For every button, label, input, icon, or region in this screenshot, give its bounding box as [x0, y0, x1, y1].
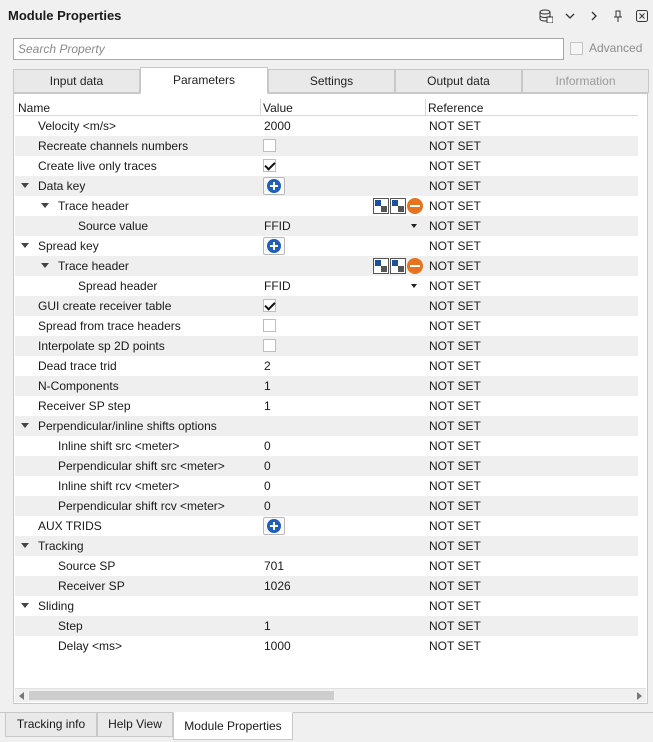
property-row[interactable]	[15, 536, 638, 556]
property-row[interactable]	[15, 216, 638, 236]
property-row[interactable]	[15, 116, 638, 136]
property-reference[interactable]: NOT SET	[429, 459, 481, 473]
property-row[interactable]	[15, 336, 638, 356]
property-reference[interactable]: NOT SET	[429, 559, 481, 573]
property-value[interactable]: 701	[264, 559, 285, 573]
property-reference[interactable]: NOT SET	[429, 419, 481, 433]
expand-arrow-icon[interactable]	[21, 183, 29, 188]
add-item-button[interactable]	[263, 237, 285, 255]
property-reference[interactable]: NOT SET	[429, 359, 481, 373]
property-row[interactable]	[15, 596, 638, 616]
property-name: Step	[58, 619, 83, 633]
property-name: Data key	[38, 179, 86, 193]
property-checkbox[interactable]	[263, 139, 276, 152]
close-icon[interactable]	[635, 8, 649, 24]
property-name: Perpendicular/inline shifts options	[38, 419, 217, 433]
property-row[interactable]	[15, 576, 638, 596]
plus-circle-icon	[267, 179, 281, 193]
property-name: Perpendicular shift rcv <meter>	[58, 499, 225, 513]
property-row[interactable]	[15, 196, 638, 216]
search-box[interactable]	[13, 38, 564, 60]
advanced-label: Advanced	[589, 41, 643, 55]
chevron-down-icon[interactable]	[563, 8, 577, 24]
expand-arrow-icon[interactable]	[21, 603, 29, 608]
title-bar	[0, 0, 653, 32]
property-name: Source value	[78, 219, 149, 233]
scroll-right-icon[interactable]	[637, 692, 642, 700]
property-row[interactable]	[15, 516, 638, 536]
add-item-button[interactable]	[263, 177, 285, 195]
property-row[interactable]	[15, 256, 638, 276]
dropdown-arrow-icon[interactable]	[411, 284, 417, 288]
property-row[interactable]	[15, 136, 638, 156]
plus-circle-icon	[267, 519, 281, 533]
property-name: AUX TRIDS	[38, 519, 102, 533]
tab-tracking-info[interactable]: Tracking info	[5, 713, 97, 737]
property-value[interactable]: 0	[264, 439, 271, 453]
property-name: Spread from trace headers	[38, 319, 181, 333]
property-name: Receiver SP	[58, 579, 125, 593]
property-name: Velocity <m/s>	[38, 119, 117, 133]
property-value[interactable]: 1	[264, 379, 271, 393]
parameters-panel	[13, 93, 648, 704]
property-value[interactable]: 1000	[264, 639, 291, 653]
scroll-thumb[interactable]	[29, 691, 334, 700]
column-reference-header[interactable]: Reference	[428, 101, 484, 115]
property-name: Inline shift rcv <meter>	[58, 479, 180, 493]
property-name: N-Components	[38, 379, 119, 393]
tab-help-view[interactable]: Help View	[97, 713, 173, 737]
property-value[interactable]: 0	[264, 499, 271, 513]
advanced-checkbox[interactable]	[570, 42, 583, 55]
advanced-toggle[interactable]	[570, 41, 642, 55]
property-row[interactable]	[15, 436, 638, 456]
pin-icon[interactable]	[611, 8, 625, 24]
property-reference[interactable]: NOT SET	[429, 259, 481, 273]
property-name: Interpolate sp 2D points	[38, 339, 165, 353]
expand-arrow-icon[interactable]	[41, 203, 49, 208]
property-reference[interactable]: NOT SET	[429, 439, 481, 453]
expand-arrow-icon[interactable]	[21, 243, 29, 248]
property-name: GUI create receiver table	[38, 299, 172, 313]
property-tabs	[13, 67, 640, 93]
column-separator[interactable]	[425, 99, 426, 115]
property-row[interactable]	[15, 556, 638, 576]
property-reference[interactable]: NOT SET	[429, 619, 481, 633]
property-reference[interactable]: NOT SET	[429, 299, 481, 313]
grid-header	[15, 99, 638, 116]
title-bar-icons	[539, 6, 649, 26]
chevron-right-icon[interactable]	[587, 8, 601, 24]
property-name: Dead trace trid	[38, 359, 117, 373]
property-reference[interactable]: NOT SET	[429, 539, 481, 553]
scroll-left-icon[interactable]	[19, 692, 24, 700]
property-row[interactable]	[15, 616, 638, 636]
remove-icon[interactable]	[407, 258, 423, 274]
property-row[interactable]	[15, 396, 638, 416]
property-name: Receiver SP step	[38, 399, 131, 413]
expand-arrow-icon[interactable]	[21, 423, 29, 428]
property-row[interactable]	[15, 376, 638, 396]
grid-rows	[15, 116, 638, 656]
property-row[interactable]	[15, 416, 638, 436]
tab-input-data[interactable]: Input data	[13, 69, 140, 93]
property-name: Source SP	[58, 559, 116, 573]
property-reference[interactable]: NOT SET	[429, 479, 481, 493]
property-reference[interactable]: NOT SET	[429, 179, 481, 193]
property-grid	[15, 99, 638, 687]
expand-arrow-icon[interactable]	[21, 543, 29, 548]
property-name: Spread header	[78, 279, 158, 293]
expand-arrow-icon[interactable]	[41, 263, 49, 268]
row-actions	[373, 198, 423, 214]
property-row[interactable]	[15, 176, 638, 196]
swap-alt-icon[interactable]	[390, 258, 406, 274]
column-value-header[interactable]: Value	[263, 101, 293, 115]
property-row[interactable]	[15, 456, 638, 476]
property-reference[interactable]: NOT SET	[429, 399, 481, 413]
property-name: Create live only traces	[38, 159, 157, 173]
property-value[interactable]: 0	[264, 479, 271, 493]
property-row[interactable]	[15, 316, 638, 336]
property-reference[interactable]: NOT SET	[429, 339, 481, 353]
property-row[interactable]	[15, 236, 638, 256]
property-row[interactable]	[15, 636, 638, 656]
property-checkbox[interactable]	[263, 299, 276, 312]
property-name: Inline shift src <meter>	[58, 439, 180, 453]
property-reference[interactable]: NOT SET	[429, 599, 481, 613]
tab-module-properties[interactable]: Module Properties	[173, 712, 293, 740]
property-reference[interactable]: NOT SET	[429, 319, 481, 333]
property-checkbox[interactable]	[263, 159, 276, 172]
property-value[interactable]: 1	[264, 399, 271, 413]
property-reference[interactable]: NOT SET	[429, 239, 481, 253]
window-title: Module Properties	[8, 8, 122, 23]
tab-information: Information	[522, 69, 649, 93]
property-value[interactable]: 1026	[264, 579, 291, 593]
property-row[interactable]	[15, 296, 638, 316]
property-reference[interactable]: NOT SET	[429, 499, 481, 513]
add-item-button[interactable]	[263, 517, 285, 535]
property-value[interactable]: 2000	[264, 119, 291, 133]
property-reference[interactable]: NOT SET	[429, 119, 481, 133]
property-checkbox[interactable]	[263, 319, 276, 332]
swap-icon[interactable]	[373, 198, 389, 214]
property-name: Perpendicular shift src <meter>	[58, 459, 225, 473]
property-reference[interactable]: NOT SET	[429, 379, 481, 393]
search-input[interactable]	[14, 39, 563, 59]
property-dropdown[interactable]: FFID	[264, 219, 291, 233]
database-icon[interactable]	[539, 8, 553, 24]
property-reference[interactable]: NOT SET	[429, 139, 481, 153]
swap-alt-icon[interactable]	[390, 198, 406, 214]
property-row[interactable]	[15, 356, 638, 376]
property-value[interactable]: 2	[264, 359, 271, 373]
property-reference[interactable]: NOT SET	[429, 199, 481, 213]
property-name: Tracking	[38, 539, 84, 553]
property-name: Trace header	[58, 199, 129, 213]
property-reference[interactable]: NOT SET	[429, 279, 481, 293]
property-row[interactable]	[15, 476, 638, 496]
dropdown-arrow-icon[interactable]	[411, 224, 417, 228]
bottom-tabs	[0, 712, 653, 742]
property-value[interactable]: 1	[264, 619, 271, 633]
property-row[interactable]	[15, 496, 638, 516]
property-dropdown[interactable]: FFID	[264, 279, 291, 293]
column-name-header[interactable]: Name	[18, 101, 51, 115]
tab-settings[interactable]: Settings	[268, 69, 395, 93]
property-name: Sliding	[38, 599, 75, 613]
property-row[interactable]	[15, 276, 638, 296]
property-reference[interactable]: NOT SET	[429, 519, 481, 533]
property-checkbox[interactable]	[263, 339, 276, 352]
horizontal-scrollbar[interactable]	[15, 688, 646, 702]
property-reference[interactable]: NOT SET	[429, 219, 481, 233]
property-name: Delay <ms>	[58, 639, 123, 653]
property-name: Recreate channels numbers	[38, 139, 189, 153]
row-actions	[373, 258, 423, 274]
tab-output-data[interactable]: Output data	[395, 69, 522, 93]
property-name: Trace header	[58, 259, 129, 273]
property-reference[interactable]: NOT SET	[429, 159, 481, 173]
swap-icon[interactable]	[373, 258, 389, 274]
property-reference[interactable]: NOT SET	[429, 639, 481, 653]
plus-circle-icon	[267, 239, 281, 253]
column-separator[interactable]	[260, 99, 261, 115]
property-value[interactable]: 0	[264, 459, 271, 473]
property-name: Spread key	[38, 239, 99, 253]
tab-parameters[interactable]: Parameters	[140, 67, 268, 94]
remove-icon[interactable]	[407, 198, 423, 214]
property-reference[interactable]: NOT SET	[429, 579, 481, 593]
property-row[interactable]	[15, 156, 638, 176]
